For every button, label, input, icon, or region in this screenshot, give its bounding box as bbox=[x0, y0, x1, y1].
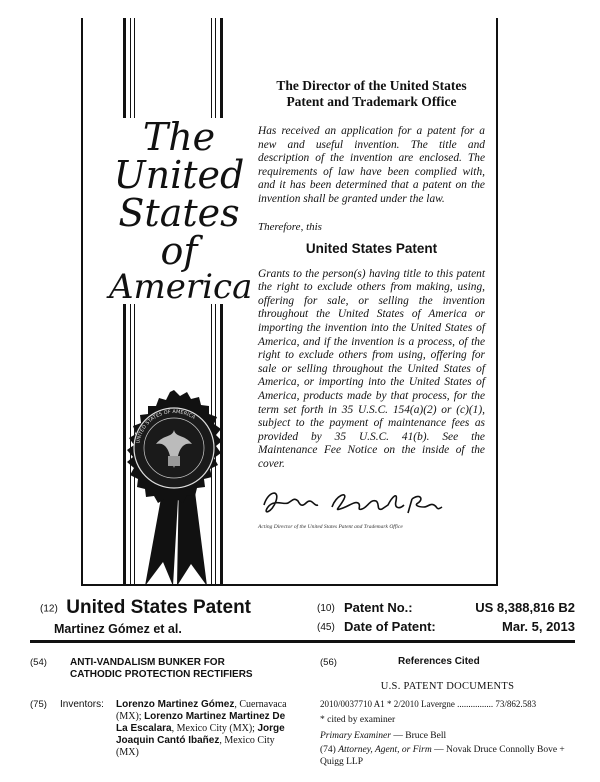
invention-title: ANTI-VANDALISM BUNKER FOR CATHODIC PROTECTION RECTIFIERS bbox=[70, 657, 253, 680]
references-heading: References Cited bbox=[398, 656, 480, 667]
frame-right-line bbox=[496, 18, 498, 586]
patent-details bbox=[30, 655, 575, 780]
grants-paragraph: Grants to the person(s) having title to this patent the right to exclude others from making, using, offering for sale, or selling the invention throughout the United States of America or importing the invention into the United States of America, and if the invention is a process, of the right to exclude others from using, offering for sale or selling throughout the United States of America, or importing into the United States of America, products made by that process, for the term set forth in 35 U.S.C. 154(a)(2) or (c)(1), subject to the payment of maintenance fees as provided by 35 U.S.C. 41(b). See the Maintenance Fee Notice on the inside of the cover. bbox=[258, 267, 485, 470]
director-heading: The Director of the United States Patent and Trademark Office bbox=[276, 78, 467, 109]
patent-type: United States Patent bbox=[66, 597, 252, 618]
patent-certificate bbox=[81, 18, 498, 586]
field-code: (10) bbox=[317, 603, 335, 614]
script-title-line: The bbox=[142, 115, 216, 159]
primary-examiner bbox=[320, 731, 575, 741]
received-paragraph: Has received an application for a patent for a new and useful invention. The title and description of the invention are enclosed. The requirements of law have been complied with, and it has been determined that a patent on the invention shall be granted under the law. bbox=[258, 125, 485, 205]
examiner-label: Primary Examiner bbox=[320, 731, 391, 741]
script-title-line: United bbox=[113, 153, 245, 197]
script-title-line: States bbox=[118, 191, 240, 235]
inventor-location: , Mexico City (MX) bbox=[116, 735, 275, 758]
inventors-short: Martinez Gómez et al. bbox=[54, 622, 182, 636]
patent-number-label: Patent No.: bbox=[344, 600, 413, 615]
inventor-location: , Cuernavaca (MX); bbox=[116, 699, 287, 722]
header-divider bbox=[30, 640, 575, 643]
field-code: (54) bbox=[30, 657, 47, 668]
inventors-list bbox=[116, 697, 292, 759]
attorney-firm: — Novak Druce Connolly Bove + Quigg LLP bbox=[320, 745, 565, 767]
field-code: (75) bbox=[30, 699, 47, 710]
signature-caption: Acting Director of the United States Patent and Trademark Office bbox=[258, 524, 403, 531]
script-title-line: America bbox=[109, 267, 253, 307]
script-title-line: of bbox=[160, 229, 198, 273]
svg-text:UNITED STATES OF AMERICA: UNITED STATES OF AMERICA bbox=[135, 408, 197, 444]
director-signature bbox=[258, 485, 485, 524]
cited-note: * cited by examiner bbox=[320, 715, 396, 725]
field-code: (12) bbox=[40, 603, 58, 615]
department-of-commerce-seal-icon bbox=[107, 386, 241, 586]
reference-entry: 2010/0037710 A1 * 2/2010 Lavergne ................ 73/862.583 bbox=[320, 699, 537, 709]
examiner-name: — Bruce Bell bbox=[390, 731, 447, 741]
inventors-label: Inventors: bbox=[60, 699, 104, 710]
patent-date: Mar. 5, 2013 bbox=[502, 619, 575, 634]
certificate-text-column bbox=[258, 78, 485, 530]
us-patent-documents-heading: U.S. PATENT DOCUMENTS bbox=[380, 681, 515, 692]
patent-label: United States Patent bbox=[305, 240, 438, 256]
field-code: (74) bbox=[320, 745, 336, 755]
patent-number: US 8,388,816 B2 bbox=[475, 600, 575, 615]
attorney bbox=[320, 744, 575, 768]
attorney-label: Attorney, Agent, or Firm bbox=[338, 745, 432, 755]
field-code: (45) bbox=[317, 622, 335, 633]
therefore-text: Therefore, this bbox=[258, 220, 322, 233]
decorative-column bbox=[109, 18, 253, 586]
inventor-name: Lorenzo Martinez Gómez bbox=[116, 699, 235, 710]
inventor-name: Lorenzo Martinez Martinez De La Escalara bbox=[116, 711, 286, 734]
field-code: (56) bbox=[320, 657, 337, 668]
patent-date-label: Date of Patent: bbox=[344, 619, 436, 634]
inventor-name: Jorge Joaquin Cantó Ibañez bbox=[116, 723, 285, 746]
frame-left-line bbox=[81, 18, 83, 586]
inventor-location: , Mexico City (MX); bbox=[171, 723, 258, 734]
script-title bbox=[109, 115, 253, 307]
